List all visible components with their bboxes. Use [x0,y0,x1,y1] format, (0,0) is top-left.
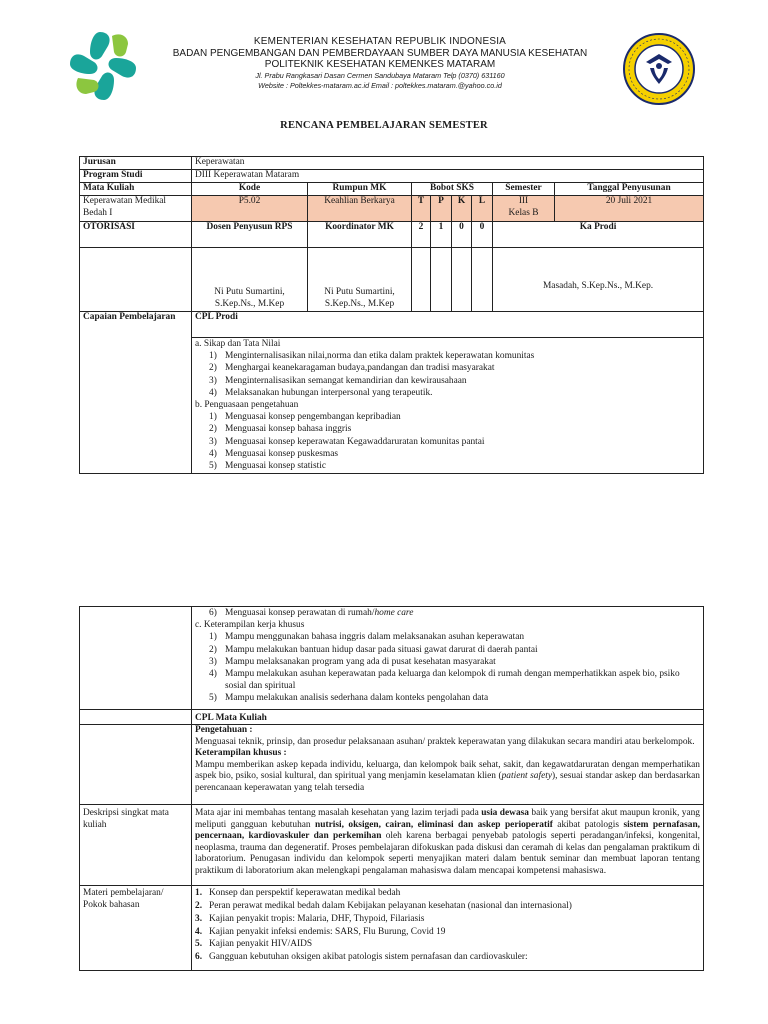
tanggal-label: Tanggal Penyusunan [555,183,704,196]
document-title: RENCANA PEMBELAJARAN SEMESTER [280,120,488,131]
list-item: 4) Melaksanakan hubungan interpersonal yang terapeutik. [209,387,433,398]
deskripsi-label: Deskripsi singkat mata kuliah [80,805,192,886]
pengetahuan-label: Pengetahuan : [195,725,253,736]
sks-l-header: L [472,196,493,222]
pengetahuan-text: Menguasai teknik, prinsip, dan prosedur pelaksanaan asuhan/ praktek keperawatan yang dilakukan secara mandiri atau berkelompok. [195,736,695,747]
materi-content [192,886,704,971]
list-item: 3) Menginternalisasikan semangat kemandirian dan kewirausahaan [209,375,467,386]
list-item: 3. Kajian penyakit tropis: Malaria, DHF, Thypoid, Filariasis [195,913,425,924]
koordinator-signature [308,248,412,312]
contact: Website : Poltekkes-mataram.ac.id Email : poltekkes.mataram.@yahoo.co.id [258,80,502,90]
prodi-label: Program Studi [80,170,192,183]
sks-p-value: 1 [431,222,452,248]
dosen-label: Dosen Penyusun RPS [192,222,308,248]
list-item: 4) Mampu melakukan asuhan keperawatan pada keluarga dan kelompok di rumah dengan memperhatikkan aspek bio, psiko sosial dan spiritual [209,669,680,692]
rps-table-page1 [79,156,704,474]
keterampilan-label: Keterampilan khusus : [195,748,287,759]
mata-kuliah-value: Keperawatan Medikal Bedah I [80,196,192,222]
deskripsi-text: Mata ajar ini membahas tentang masalah kesehatan yang lazim terjadi pada usia dewasa baik yang bersifat akut maupun kronik, yang meliputi gangguan kebutuhan nutrisi, oksigen, cairan, eliminasi dan askep perioperatif akibat patologis sistem pernafasan, pencernaan, kardiovaskuler dan perkemihan oleh karena berbagai penyebab patologis seperti peradangan/infeksi, kongenital, neoplasma, trauma dan degeneratif. Proses pembelajaran difokuskan pada diskusi dan ceramah di kelas dan pengalaman praktikum di laboratorium. Penugasan individu dan kelompok seperti menyajikan materi dalam bentuk seminar dan membuat laporan tentang praktikum di laboratorium akan melengkapi pengalaman mahasiswa dalam mencapai kompetensi mahasiswa. [192,805,704,886]
koord-name-line2: S.Kep.Ns., M.Kep [324,298,395,309]
institution-name: POLITEKNIK KESEHATAN KEMENKES MATARAM [264,59,496,70]
sks-t-value: 2 [412,222,431,248]
kaprodi-label: Ka Prodi [493,222,704,248]
sks-k-value: 0 [452,222,472,248]
rumpun-label: Rumpun MK [308,183,412,196]
list-item: 6) Menguasai konsep perawatan di rumah/home care [209,608,414,618]
list-item: 3) Mampu melaksanakan program yang ada di pusat kesehatan masyarakat [209,656,496,667]
list-item: 1. Konsep dan perspektif keperawatan medikal bedah [195,888,401,899]
list-item: 2) Menghargai keanekaragaman budaya,pandangan dan tradisi masyarakat [209,363,495,374]
mata-kuliah-label: Mata Kuliah [80,183,192,196]
list-item: 1) Menguasai konsep pengembangan kepribadian [209,412,401,423]
list-item: 5) Mampu melakukan analisis sederhana dalam konteks pengolahan data [209,693,489,704]
list-item: 4. Kajian penyakit infeksi endemis: SARS, Flu Burung, Covid 19 [195,926,446,937]
tanggal-value: 20 Juli 2021 [555,196,704,222]
list-item: 2) Mampu melakukan bantuan hidup dasar pada situasi gawat darurat di daerah pantai [209,644,538,655]
list-item: 2. Peran perawat medikal bedah dalam Kebijakan pelayanan kesehatan (nasional dan internasional) [195,900,572,911]
kode-label: Kode [192,183,308,196]
semester-number: III [518,196,529,206]
list-item: 1) Mampu menggunakan bahasa inggris dalam melaksanakan asuhan keperawatan [209,632,525,643]
kode-value: P5.02 [192,196,308,222]
poltekkes-seal-icon [622,32,696,106]
list-item: 5. Kajian penyakit HIV/AIDS [195,939,313,950]
cpl-mk-content [192,725,704,805]
list-item: 1) Menginternalisasikan nilai,norma dan etika dalam praktek keperawatan komunitas [209,351,535,362]
cpl-mk-label: CPL Mata Kuliah [192,709,704,725]
ministry-name: KEMENTERIAN KESEHATAN REPUBLIK INDONESIA [253,36,507,47]
jurusan-value: Keperawatan [192,157,704,170]
jurusan-label: Jurusan [80,157,192,170]
materi-label: Materi pembelajaran/ Pokok bahasan [80,886,192,971]
sks-t-header: T [412,196,431,222]
cpl-c-label: c. Keterampilan kerja khusus [195,620,305,631]
semester-class: Kelas B [508,207,539,218]
list-item: 6. Gangguan kebutuhan oksigen akibat patologis sistem pernafasan dan cardiovaskuler: [195,952,528,963]
kemenkes-logo-icon [68,30,138,102]
list-item: 5) Menguasai konsep statistic [209,461,327,472]
koordinator-label: Koordinator MK [308,222,412,248]
prodi-value: DIII Keperawatan Mataram [192,170,704,183]
list-item: 4) Menguasai konsep puskesmas [209,448,339,459]
sks-l-value: 0 [472,222,493,248]
semester-label: Semester [493,183,555,196]
letterhead [0,0,768,110]
koord-name-line1: Ni Putu Sumartini, [324,287,395,297]
dosen-name-line1: Ni Putu Sumartini, [214,287,285,297]
list-item: 3) Menguasai konsep keperawatan Kegawaddaruratan komunitas pantai [209,436,485,447]
capaian-label: Capaian Pembelajaran [80,312,192,474]
cpl-prodi-label: CPL Prodi [192,312,704,338]
sks-p-header: P [431,196,452,222]
dosen-signature [192,248,308,312]
kaprodi-signature: Masadah, S.Kep.Ns., M.Kep. [493,248,704,312]
semester-value [493,196,555,222]
address: Jl. Prabu Rangkasari Dasan Cermen Sandubaya Mataram Telp (0370) 631160 [255,70,505,80]
cpl-a-label: a. Sikap dan Tata Nilai [195,339,281,349]
list-item: 2) Menguasai konsep bahasa inggris [209,424,352,435]
bobot-sks-label: Bobot SKS [412,183,493,196]
sks-k-header: K [452,196,472,222]
cpl-prodi-continued [192,607,704,710]
otorisasi-label: OTORISASI [80,222,192,248]
rumpun-value: Keahlian Berkarya [308,196,412,222]
dosen-name-line2: S.Kep.Ns., M.Kep [214,298,285,309]
keterampilan-text: Mampu memberikan askep kepada individu, keluarga, dan kelompok baik sehat, sakit, dan kegawatdaruratan dengan memperhatikan aspek bio, psiko, sosial kultural, dan spiritual yang menjamin keselamatan klien (patient safety), sesuai standar askep dan berdasarkan perencanaan keperawatan yang telah tersedia [195,759,700,793]
agency-name: BADAN PENGEMBANGAN DAN PEMBERDAYAAN SUMBER DAYA MANUSIA KESEHATAN [172,47,588,59]
rps-table-page2 [79,606,704,971]
cpl-prodi-content [192,338,704,474]
cpl-b-label: b. Penguasaan pengetahuan [195,400,299,411]
